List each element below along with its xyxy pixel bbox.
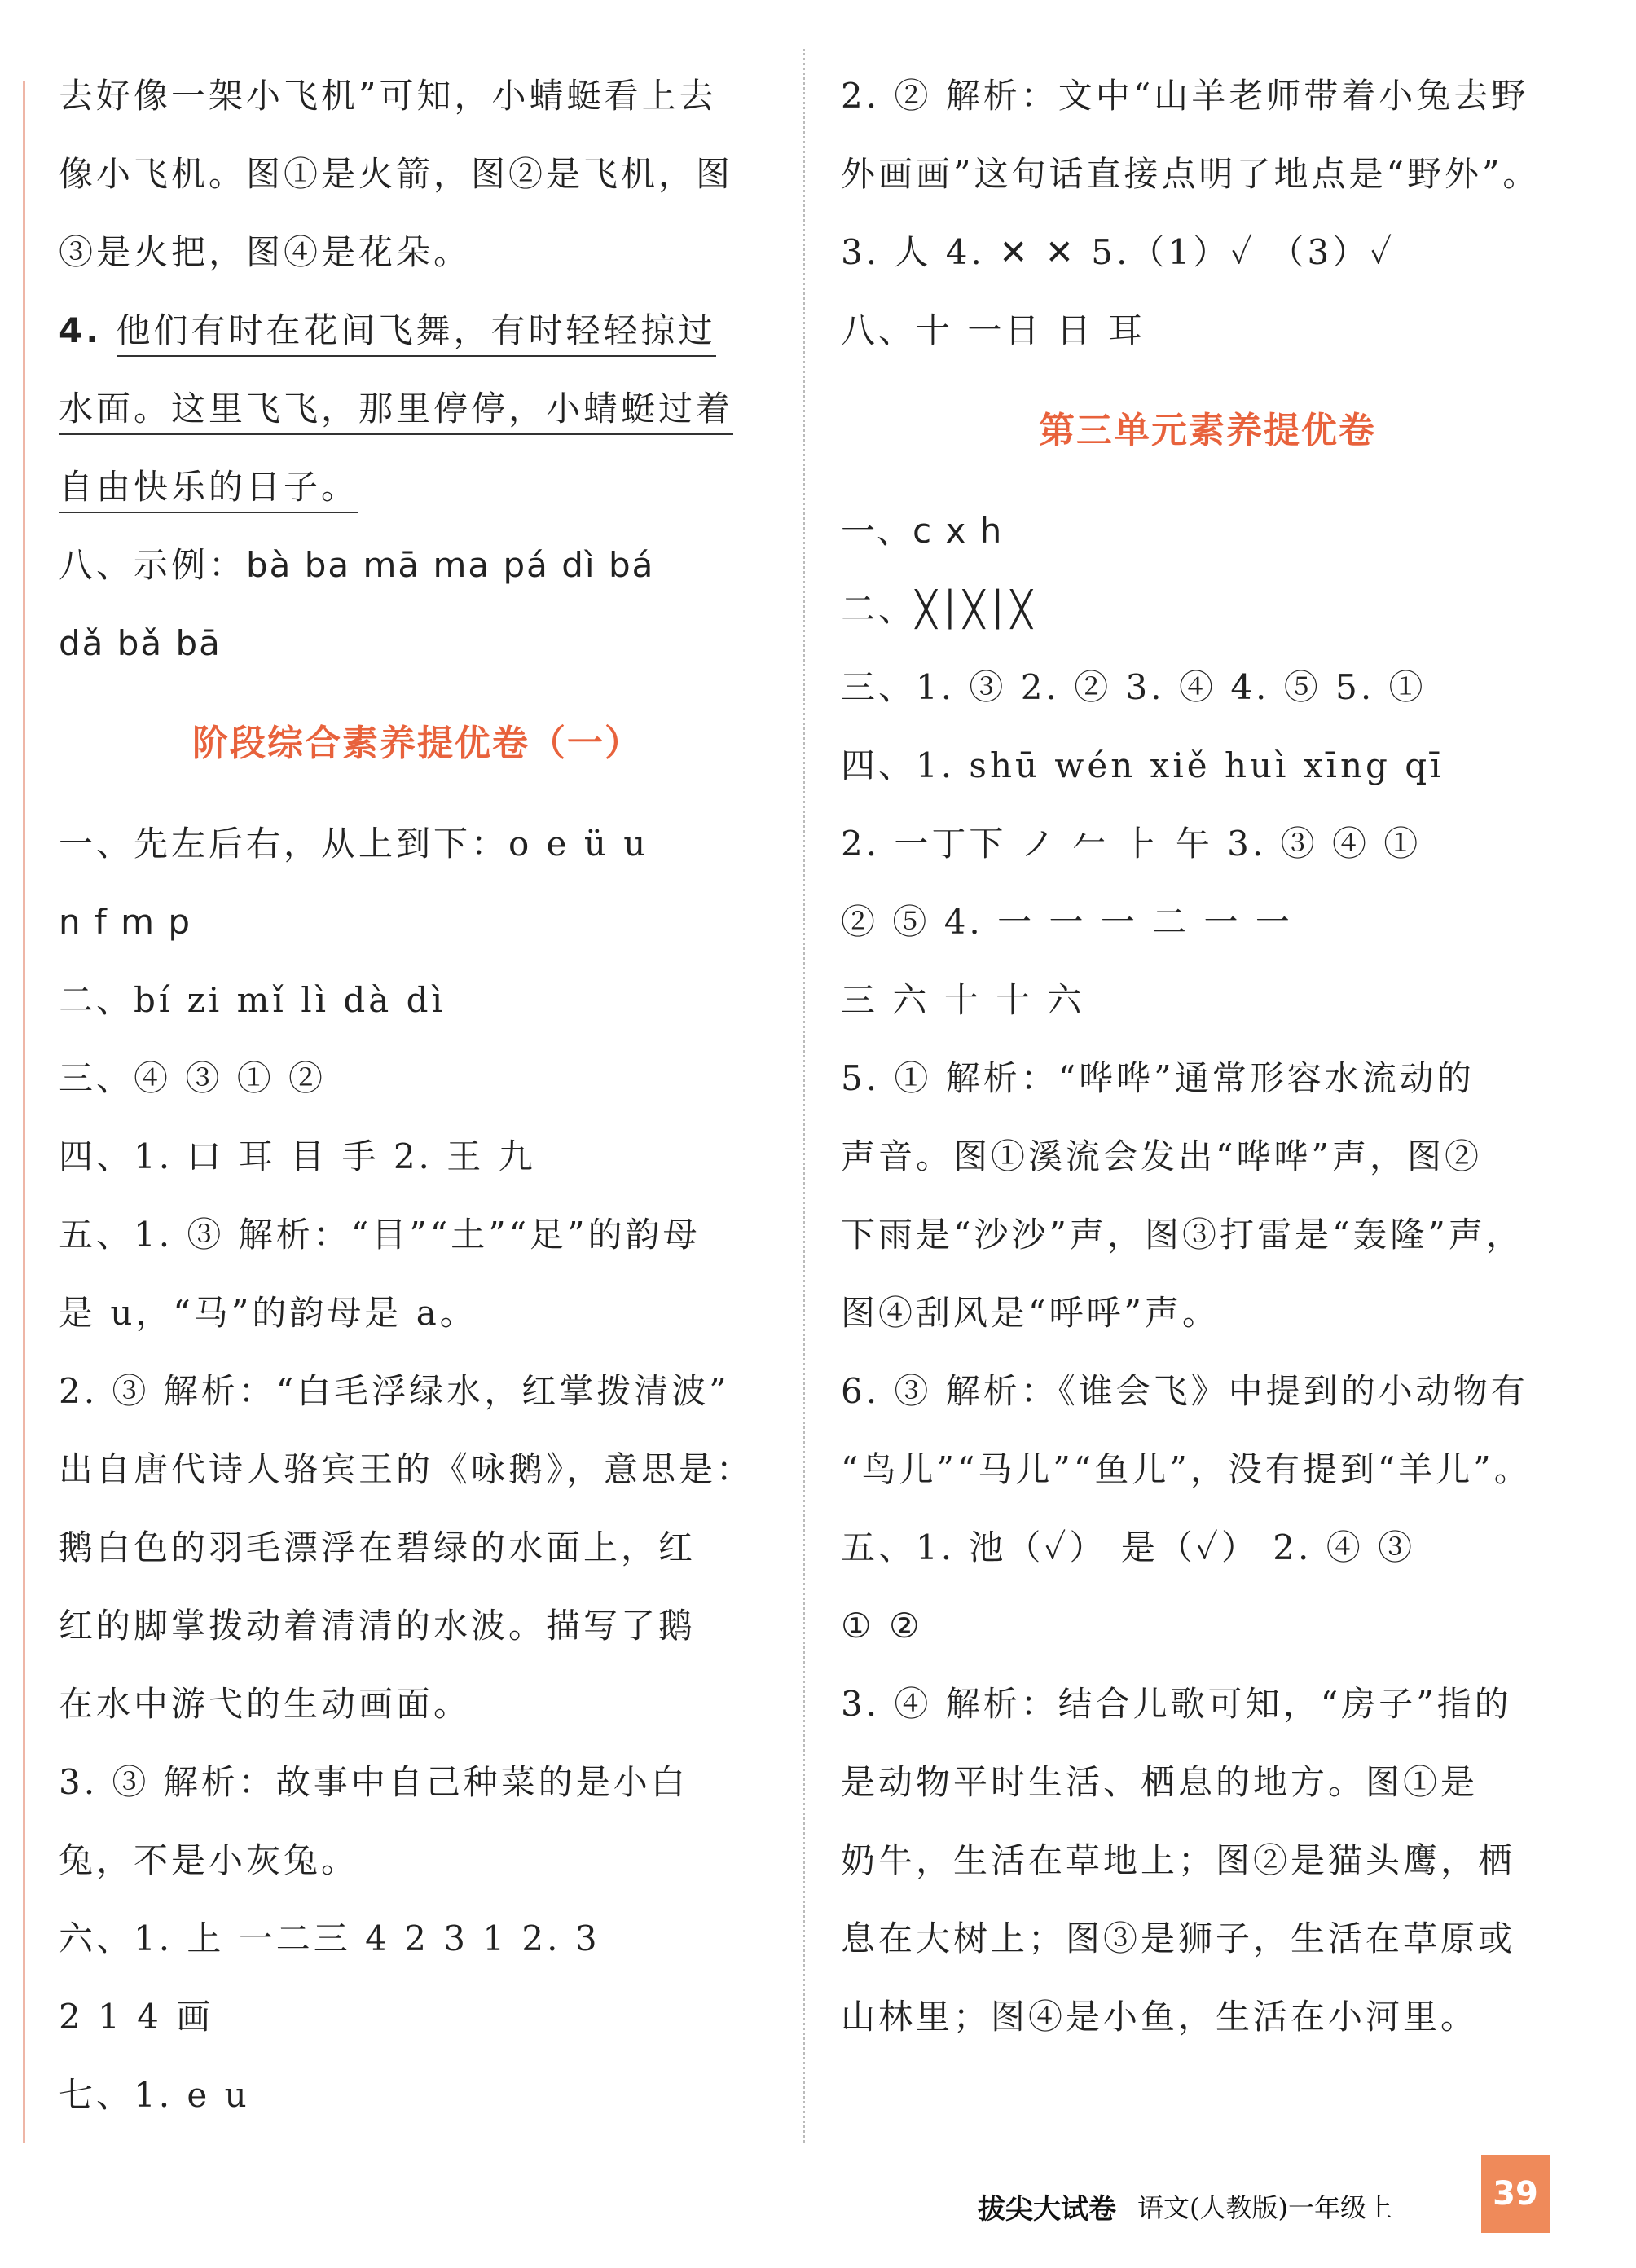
page-footer: [978, 2174, 1392, 2239]
pinyin-example-line: [59, 526, 776, 604]
text-line: 在水中游弋的生动画面。: [59, 1684, 472, 1724]
text-line: 六、1. 上 一二三 4 2 3 1 2. 3: [59, 1919, 600, 1958]
left-margin-rule: [23, 81, 25, 2143]
text-line: 3. 人 4. ✕ ✕ 5.（1）✓ （3）✓: [841, 232, 1396, 272]
underlined-answer: 自由快乐的日子。: [59, 467, 358, 513]
underlined-answer: 他们有时在花间飞舞，有时轻轻掠过: [117, 310, 716, 357]
text-line: 5. ① 解析：“哗哗”通常形容水流动的: [841, 1058, 1475, 1098]
footer-subject: 语文(人教版)一年级上: [1137, 2192, 1392, 2223]
section-label: 八、示例：: [59, 545, 247, 585]
answer-4-line-1: [59, 292, 776, 370]
text-line: 2. ③ 解析：“白毛浮绿水，红掌拨清波”: [59, 1371, 730, 1411]
page-number-badge: 39: [1481, 2155, 1550, 2233]
footer-brand: 拔尖大试卷: [978, 2192, 1116, 2226]
unit3-section-heading: 第三单元素养提优卷: [1039, 410, 1376, 451]
text-line: 去好像一架小飞机”可知，小蜻蜓看上去: [59, 76, 717, 116]
column-divider: [803, 49, 805, 2143]
text-line: 下雨是“沙沙”声，图③打雷是“轰隆”声，: [841, 1215, 1524, 1255]
text-line: ② ⑤ 4. 一 一 一 二 一 一: [841, 902, 1293, 942]
text-line: 二、╳│╳│╳: [841, 589, 1036, 629]
text-line: 三、1. ③ 2. ② 3. ④ 4. ⑤ 5. ①: [841, 667, 1427, 707]
text-line: 四、1. 口 耳 目 手 2. 王 九: [59, 1136, 536, 1176]
text-line: 五、1. 池（✓） 是（✓） 2. ④ ③: [841, 1527, 1416, 1567]
text-line: 图④刮风是“呼呼”声。: [841, 1293, 1220, 1333]
text-line: “鸟儿”“马儿”“鱼儿”，没有提到“羊儿”。: [841, 1449, 1532, 1489]
text-line: 像小飞机。图①是火箭，图②是飞机，图: [59, 154, 734, 194]
text-line: 三 六 十 十 六: [841, 980, 1085, 1020]
text-line: 一、先左后右，从上到下：o e ü u: [59, 824, 649, 864]
text-line: ③是火把，图④是花朵。: [59, 232, 472, 272]
text-line: 声音。图①溪流会发出“哗哗”声，图②: [841, 1136, 1482, 1176]
text-line: 2. ② 解析：文中“山羊老师带着小兔去野: [841, 76, 1529, 116]
text-line: 四、1. shū wén xiě huì xīng qī: [841, 745, 1445, 785]
text-line: 五、1. ③ 解析：“目”“土”“足”的韵母: [59, 1215, 701, 1255]
text-line: 出自唐代诗人骆宾王的《咏鹅》，意思是：: [59, 1449, 754, 1489]
text-line: 2. 一丁下 ノ 𠂉 ⺊ 午 3. ③ ④ ①: [841, 824, 1422, 864]
text-line: 2 1 4 画: [59, 1997, 214, 2037]
pinyin-answer: bà ba mā ma pá dì bá: [246, 545, 655, 585]
text-line: n f m p: [59, 902, 192, 942]
text-line: 八、十 一日 日 耳: [841, 310, 1146, 350]
text-line: 兔，不是小灰兔。: [59, 1840, 359, 1880]
text-line: 红的脚掌拨动着清清的水波。描写了鹅: [59, 1606, 697, 1646]
text-line: 3. ④ 解析：结合儿歌可知，“房子”指的: [841, 1684, 1512, 1724]
text-line: 3. ③ 解析：故事中自己种菜的是小白: [59, 1762, 688, 1802]
underlined-answer: 水面。这里飞飞，那里停停，小蜻蜓过着: [59, 389, 733, 435]
text-line: 6. ③ 解析：《谁会飞》中提到的小动物有: [841, 1371, 1528, 1411]
text-line: ① ②: [841, 1606, 923, 1646]
answer-4-line-2: [59, 370, 776, 448]
text-line: 山林里；图④是小鱼，生活在小河里。: [841, 1997, 1479, 2037]
answer-4-line-3: [59, 448, 776, 526]
question-number: 4.: [59, 310, 103, 350]
text-line: 息在大树上；图③是狮子，生活在草原或: [841, 1919, 1516, 1958]
pinyin-answer: dǎ bǎ bā: [59, 623, 222, 663]
stage-section-heading: 阶段综合素养提优卷（一）: [192, 723, 642, 764]
text-line: 七、1. e u: [59, 2075, 250, 2115]
text-line: 是动物平时生活、栖息的地方。图①是: [841, 1762, 1479, 1802]
text-line: 奶牛，生活在草地上；图②是猫头鹰，栖: [841, 1840, 1516, 1880]
text-line: 三、④ ③ ① ②: [59, 1058, 327, 1098]
left-column: [59, 57, 776, 2134]
text-line: 外画画”这句话直接点明了地点是“野外”。: [841, 154, 1541, 194]
text-line: 二、bí zi mǐ lì dà dì: [59, 980, 446, 1020]
text-line: 鹅白色的羽毛漂浮在碧绿的水面上，红: [59, 1527, 697, 1567]
right-column: [841, 57, 1574, 2056]
text-line: 一、c x h: [841, 511, 1004, 551]
text-line: 是 u，“马”的韵母是 a。: [59, 1293, 477, 1333]
